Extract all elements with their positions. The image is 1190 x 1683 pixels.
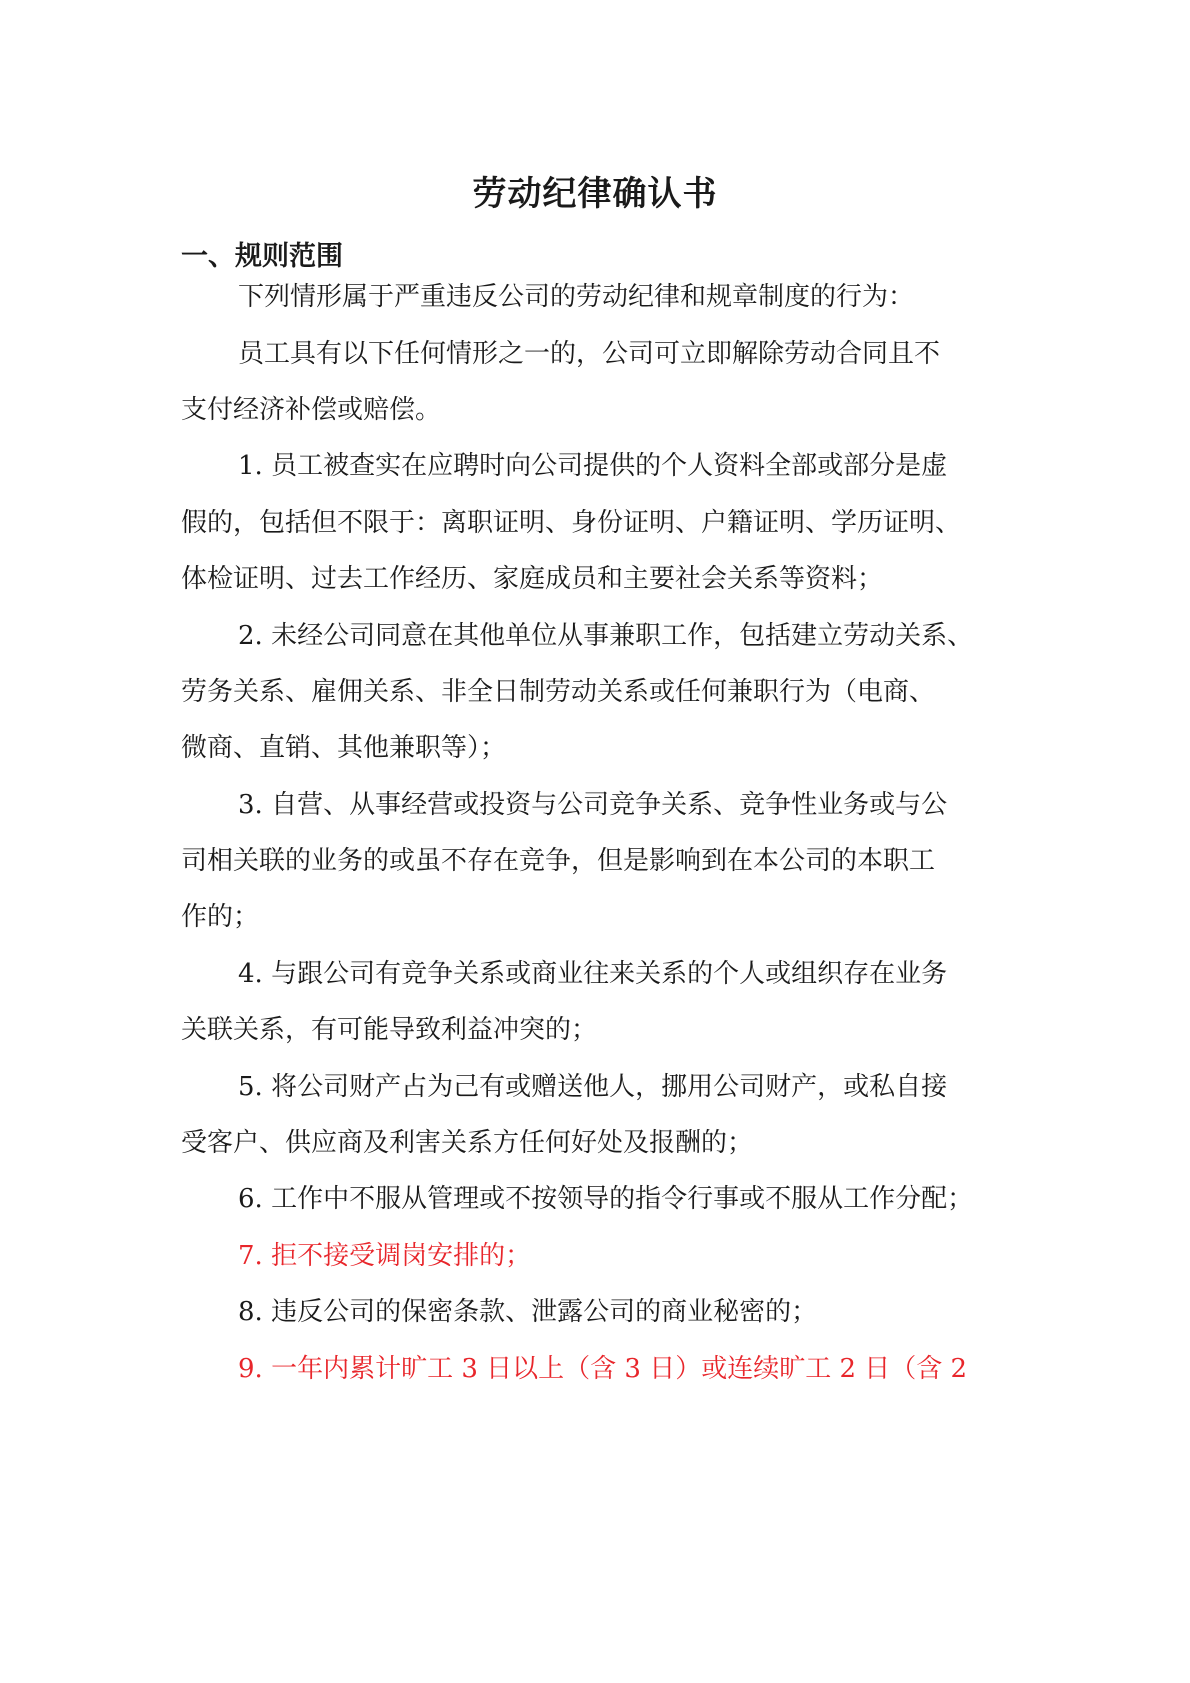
rule-item-1-line: 体检证明、过去工作经历、家庭成员和主要社会关系等资料；	[181, 564, 884, 594]
rule-item-2-line: 劳务关系、雇佣关系、非全日制劳动关系或任何兼职行为（电商、	[181, 677, 936, 707]
rule-item-5-line: 受客户、供应商及利害关系方任何好处及报酬的；	[181, 1128, 754, 1158]
rule-item-4-line: 4. 与跟公司有竞争关系或商业往来关系的个人或组织存在业务	[238, 959, 948, 989]
rule-item-5-line: 5. 将公司财产占为己有或赠送他人，挪用公司财产，或私自接	[238, 1072, 948, 1102]
rule-item-3-line: 作的；	[181, 902, 260, 932]
rule-item-4-line: 关联关系，有可能导致利益冲突的；	[181, 1015, 598, 1045]
rule-item-7-line-highlighted: 7. 拒不接受调岗安排的；	[238, 1241, 532, 1271]
rule-item-2-line: 2. 未经公司同意在其他单位从事兼职工作，包括建立劳动关系、	[238, 621, 974, 651]
rule-item-2-line: 微商、直销、其他兼职等）；	[181, 733, 507, 763]
rule-item-6-line: 6. 工作中不服从管理或不按领导的指令行事或不服从工作分配；	[238, 1184, 974, 1214]
rule-item-1-line: 假的，包括但不限于：离职证明、身份证明、户籍证明、学历证明、	[181, 508, 962, 538]
intro-line: 支付经济补偿或赔偿。	[181, 395, 442, 425]
rule-item-8-line: 8. 违反公司的保密条款、泄露公司的商业秘密的；	[238, 1297, 818, 1327]
document-title: 劳动纪律确认书	[472, 174, 718, 214]
rule-item-3-line: 3. 自营、从事经营或投资与公司竞争关系、竞争性业务或与公	[238, 790, 948, 820]
rule-item-9-line-highlighted: 9. 一年内累计旷工 3 日以上（含 3 日）或连续旷工 2 日（含 2	[238, 1354, 968, 1384]
rule-item-3-line: 司相关联的业务的或虽不存在竞争，但是影响到在本公司的本职工	[181, 846, 936, 876]
intro-line: 下列情形属于严重违反公司的劳动纪律和规章制度的行为：	[238, 282, 915, 312]
section-heading: 一、规则范围	[181, 241, 343, 272]
intro-line: 员工具有以下任何情形之一的，公司可立即解除劳动合同且不	[238, 339, 941, 369]
rule-item-1-line: 1. 员工被查实在应聘时向公司提供的个人资料全部或部分是虚	[238, 451, 948, 481]
